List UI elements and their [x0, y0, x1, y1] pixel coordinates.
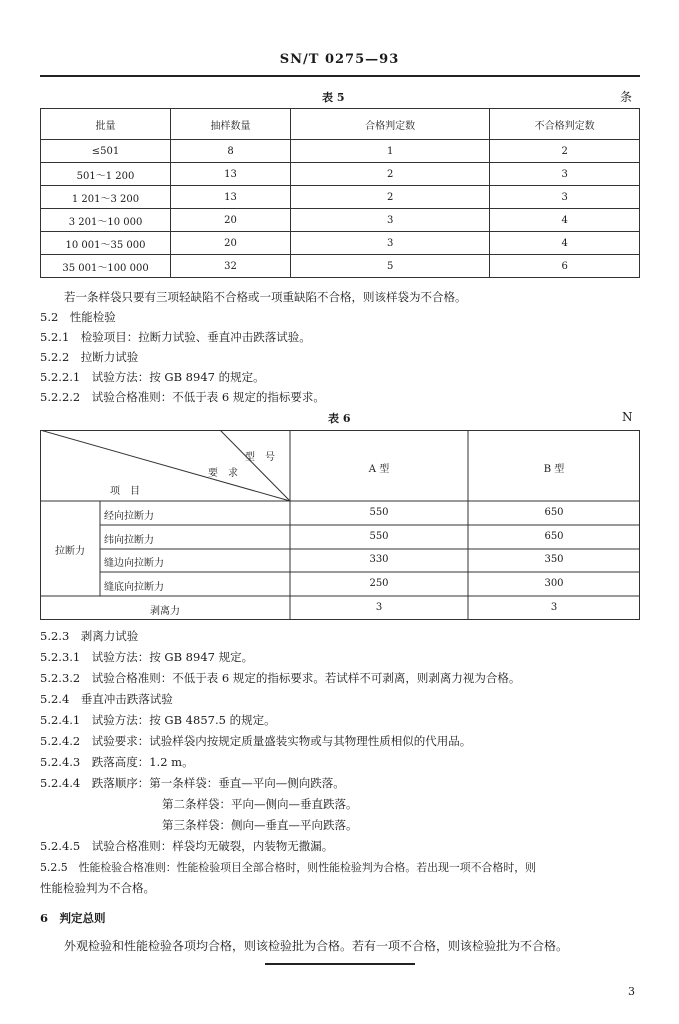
section-6-paragraph: 外观检验和性能检验各项均合格，则该检验批为合格。若有一项不合格，则该检验批为不合格。: [64, 939, 569, 953]
table5-cell: 5: [291, 255, 490, 278]
table5-header-cell: 批量: [41, 109, 171, 140]
table-row: [41, 232, 640, 255]
drop-order-bag-2: 第二条样袋：平向—侧向—垂直跌落。: [162, 797, 358, 811]
section-5-2-3: 5.2.3 剥离力试验: [40, 629, 139, 643]
table5: [40, 108, 640, 278]
table5-cell: 13: [171, 163, 291, 186]
table6-cell: 650: [544, 507, 564, 518]
table-row: [41, 255, 640, 278]
paragraph-defect-rule: 若一条样袋只要有三项轻缺陷不合格或一项重缺陷不合格，则该样袋为不合格。: [64, 290, 467, 304]
table-row: [41, 163, 640, 186]
table6-unit: N: [622, 410, 633, 424]
table5-cell: 2: [490, 140, 640, 163]
table6-caption: 表 6: [328, 412, 351, 425]
table6-row-label: 缝底向拉断力: [104, 582, 164, 593]
table6-cell: 550: [369, 531, 389, 542]
table5-cell: 4: [490, 209, 640, 232]
table6-cell: 350: [544, 554, 564, 565]
table6: [40, 430, 640, 620]
table5-cell: 3 201～10 000: [41, 209, 171, 232]
table-row: [41, 209, 640, 232]
table5-cell: 20: [171, 209, 291, 232]
table6-group-label: 拉断力: [55, 546, 85, 557]
table5-cell: 3: [291, 232, 490, 255]
section-5-2-4-4: 5.2.4.4 跌落顺序：第一条样袋：垂直—平向—侧向跌落。: [40, 776, 345, 790]
section-5-2-1: 5.2.1 检验项目：拉断力试验、垂直冲击跌落试验。: [40, 330, 311, 344]
section-5-2-4: 5.2.4 垂直冲击跌落试验: [40, 692, 173, 706]
table5-cell: 3: [490, 186, 640, 209]
section-5-2-3-2: 5.2.3.2 试验合格准则：不低于表 6 规定的指标要求。若试样不可剥离，则剥离力视为合格。: [40, 671, 521, 685]
table5-cell: ≤501: [41, 140, 171, 163]
page-number: 3: [628, 985, 635, 998]
table6-cell: 3: [550, 602, 558, 613]
table6-col-b: B 型: [543, 464, 565, 475]
document-code: SN/T 0275—93: [279, 52, 400, 67]
end-rule: [265, 963, 415, 965]
table5-cell: 3: [291, 209, 490, 232]
table6-cell: 330: [369, 554, 389, 565]
table5-cell: 2: [291, 163, 490, 186]
drop-order-bag-3: 第三条样袋：侧向—垂直—平向跌落。: [162, 818, 358, 832]
section-5-2-5-line2: 性能检验判为不合格。: [40, 881, 155, 895]
table6-cell: 300: [544, 578, 564, 589]
table6-diag-requirement: 要 求: [208, 468, 238, 479]
table5-cell: 2: [291, 186, 490, 209]
table-row: [41, 186, 640, 209]
table5-cell: 4: [490, 232, 640, 255]
table6-peel-label: 剥离力: [150, 606, 180, 617]
table5-unit: 条: [620, 90, 633, 104]
table6-row-label: 纬向拉断力: [104, 535, 154, 546]
table6-diag-item: 项 目: [110, 486, 140, 497]
table6-row-label: 缝边向拉断力: [104, 558, 164, 569]
table5-header-cell: 不合格判定数: [490, 109, 640, 140]
section-5-2-4-2: 5.2.4.2 试验要求：试验样袋内按规定质量盛装实物或与其物理性质相似的代用品。: [40, 734, 472, 748]
table5-caption: 表 5: [322, 91, 345, 104]
table6-cell: 250: [369, 578, 389, 589]
header-rule: [40, 75, 640, 77]
table5-cell: 6: [490, 255, 640, 278]
section-5-2-3-1: 5.2.3.1 试验方法：按 GB 8947 规定。: [40, 650, 254, 664]
section-5-2: 5.2 性能检验: [40, 310, 116, 324]
table5-cell: 3: [490, 163, 640, 186]
section-5-2-4-1: 5.2.4.1 试验方法：按 GB 4857.5 的规定。: [40, 713, 276, 727]
table6-cell: 650: [544, 531, 564, 542]
section-6-heading: 6 判定总则: [40, 911, 106, 925]
table5-cell: 35 001～100 000: [41, 255, 171, 278]
table5-cell: 501～1 200: [41, 163, 171, 186]
table5-cell: 13: [171, 186, 291, 209]
table6-col-a: A 型: [368, 464, 390, 475]
section-5-2-2-1: 5.2.2.1 试验方法：按 GB 8947 的规定。: [40, 370, 265, 384]
section-5-2-2-2: 5.2.2.2 试验合格准则：不低于表 6 规定的指标要求。: [40, 390, 325, 404]
table5-cell: 1: [291, 140, 490, 163]
table5-cell: 20: [171, 232, 291, 255]
table6-cell: 550: [369, 507, 389, 518]
table6-cell: 3: [375, 602, 383, 613]
table6-row-label: 经向拉断力: [104, 511, 154, 522]
table6-diag-type: 型 号: [245, 452, 275, 463]
table-row: [41, 140, 640, 163]
table5-cell: 1 201～3 200: [41, 186, 171, 209]
table5-cell: 10 001～35 000: [41, 232, 171, 255]
table5-header-cell: 抽样数量: [171, 109, 291, 140]
table5-header-cell: 合格判定数: [291, 109, 490, 140]
section-5-2-2: 5.2.2 拉断力试验: [40, 350, 139, 364]
section-5-2-5-line1: 5.2.5 性能检验合格准则：性能检验项目全部合格时，则性能检验判为合格。若出现一项不合格时，则: [40, 861, 537, 874]
section-5-2-4-3: 5.2.4.3 跌落高度：1.2 m。: [40, 755, 194, 769]
table5-cell: 8: [171, 140, 291, 163]
table5-cell: 32: [171, 255, 291, 278]
section-5-2-4-5: 5.2.4.5 试验合格准则：样袋均无破裂，内装物无撒漏。: [40, 839, 334, 853]
